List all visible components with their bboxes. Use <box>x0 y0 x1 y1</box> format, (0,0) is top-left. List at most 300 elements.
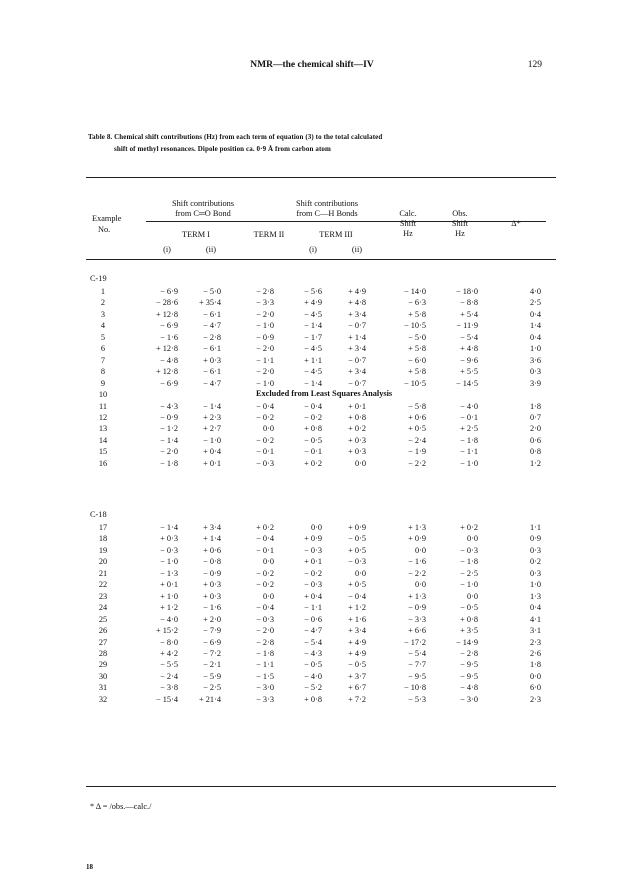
col-delta: Δ* <box>511 219 521 228</box>
table-cell: 4·0 <box>529 287 541 296</box>
table-cell: − 5·3 <box>408 694 426 704</box>
table-cell: 1·4 <box>529 321 541 331</box>
table-cell: − 0·4 <box>348 591 366 601</box>
table-cell: − 6·3 <box>408 298 426 308</box>
table-cell: − 17·2 <box>404 637 426 647</box>
table-cell: 6·0 <box>529 683 541 693</box>
table-cell: + 5·8 <box>408 367 426 377</box>
table-cell: − 0·1 <box>304 447 322 457</box>
table-cell: + 4·9 <box>348 648 366 658</box>
table-cell: + 5·4 <box>460 309 478 319</box>
table-cell: + 0·8 <box>348 412 366 422</box>
table-cell: − 0·5 <box>304 435 322 445</box>
table-cell: − 9·5 <box>460 671 478 681</box>
table-cell: − 1·1 <box>460 447 478 457</box>
table-cell: + 0·4 <box>304 591 322 601</box>
table-cell: − 0·5 <box>348 660 366 670</box>
table-cell: + 12·8 <box>156 367 178 377</box>
table-cell: − 1·0 <box>460 580 478 590</box>
table-cell: − 0·5 <box>348 534 366 544</box>
example-number: 14 <box>98 435 108 445</box>
col-calc-hz: Hz <box>403 229 413 238</box>
header-bottom-rule <box>86 259 556 260</box>
table-cell: + 4·9 <box>348 637 366 647</box>
table-cell: − 4·5 <box>304 367 322 377</box>
table-cell: − 6·9 <box>160 378 178 388</box>
table-cell: − 3·3 <box>256 298 274 308</box>
table-cell: − 2·0 <box>256 367 274 377</box>
table-cell: + 0·5 <box>348 545 366 555</box>
table-cell: + 3·4 <box>348 367 366 377</box>
table-cell: + 4·8 <box>348 298 366 308</box>
table-cell: + 0·9 <box>348 523 366 532</box>
group-label-c19: C-19 <box>90 274 107 283</box>
table-cell: + 0·2 <box>304 458 322 468</box>
table-cell: − 1·0 <box>256 321 274 331</box>
table-cell: − 5·9 <box>203 671 221 681</box>
table-cell: + 0·1 <box>304 557 322 567</box>
table-cell: − 5·4 <box>304 637 322 647</box>
example-number: 6 <box>100 344 106 354</box>
col-obs-shift: Shift <box>451 219 469 228</box>
table-cell: 0·4 <box>529 309 541 319</box>
table-cell: − 1·0 <box>460 458 478 468</box>
table-cell: − 5·4 <box>460 332 478 342</box>
table-cell: + 21·4 <box>199 694 221 704</box>
table-cell: − 0·2 <box>304 412 322 422</box>
example-number: 20 <box>98 557 108 567</box>
table-cell: + 15·2 <box>156 626 178 636</box>
table-top-rule <box>86 177 556 178</box>
table-cell: − 0·5 <box>304 660 322 670</box>
table-cell: + 2·7 <box>203 424 221 434</box>
table-cell: − 10·5 <box>404 378 426 388</box>
table-cell: − 0·9 <box>408 603 426 613</box>
table-cell: − 4·3 <box>160 401 178 411</box>
table-cell: 0·0 <box>466 591 478 601</box>
table-cell: − 1·4 <box>203 401 221 411</box>
table-cell: − 0·2 <box>304 568 322 578</box>
example-number: 27 <box>98 637 108 647</box>
table-cell: − 2·8 <box>460 648 478 658</box>
table-cell: − 0·4 <box>256 603 274 613</box>
table-cell: − 1·6 <box>203 603 221 613</box>
table-cell: − 0·4 <box>256 401 274 411</box>
table-cell: − 1·4 <box>160 523 178 532</box>
table-cell: − 4·0 <box>460 401 478 411</box>
example-number: 13 <box>98 424 108 434</box>
table-cell: + 4·9 <box>348 287 366 296</box>
table-cell: + 5·5 <box>460 367 478 377</box>
table-cell: + 5·8 <box>408 344 426 354</box>
table-cell: + 4·8 <box>460 344 478 354</box>
col-term1-i: (i) <box>163 245 171 254</box>
table-cell: 0·7 <box>529 412 541 422</box>
example-number: 31 <box>98 683 108 693</box>
col-obs: Obs. <box>452 209 468 218</box>
table-cell: + 2·0 <box>203 614 221 624</box>
table-cell: − 1·2 <box>160 424 178 434</box>
table-cell: 2·3 <box>529 637 541 647</box>
table-cell: + 0·6 <box>203 545 221 555</box>
running-title: NMR—the chemical shift—IV <box>250 60 374 70</box>
example-number: 23 <box>98 591 108 601</box>
table-cell: + 0·6 <box>408 412 426 422</box>
table-cell: + 12·8 <box>156 309 178 319</box>
table-cell: 1·0 <box>529 580 541 590</box>
col-shift-co: Shift contributions <box>172 199 234 208</box>
table-cell: + 3·4 <box>348 626 366 636</box>
table-cell: − 1·7 <box>304 332 322 342</box>
example-number: 16 <box>98 458 108 468</box>
table-cell: + 0·5 <box>348 580 366 590</box>
table-cell: − 3·3 <box>256 694 274 704</box>
table-cell: 0·4 <box>529 603 541 613</box>
table-cell: 0·8 <box>529 447 541 457</box>
table-cell: − 7·2 <box>203 648 221 658</box>
caption-line-2: shift of methyl resonances. Dipole position ca. 0·9 Å from carbon atom <box>114 145 331 153</box>
example-number: 26 <box>98 626 108 636</box>
table-cell: − 4·7 <box>203 321 221 331</box>
table-cell: + 6·6 <box>408 626 426 636</box>
example-number: 2 <box>100 298 106 308</box>
table-cell: − 6·9 <box>160 287 178 296</box>
col-obs-hz: Hz <box>455 229 465 238</box>
table-cell: − 3·0 <box>256 683 274 693</box>
table-cell: − 2·1 <box>203 660 221 670</box>
table-cell: + 0·1 <box>348 401 366 411</box>
table-cell: − 6·1 <box>203 344 221 354</box>
table-cell: − 3·8 <box>160 683 178 693</box>
table-cell: − 0·3 <box>304 580 322 590</box>
table-cell: − 1·0 <box>203 435 221 445</box>
table-cell: + 0·5 <box>408 424 426 434</box>
table-cell: − 1·0 <box>160 557 178 567</box>
header-mid-rule <box>146 221 546 222</box>
table-cell: − 4·7 <box>203 378 221 388</box>
table-cell: − 4·0 <box>304 671 322 681</box>
table-cell: − 1·8 <box>460 557 478 567</box>
table-cell: 3·9 <box>529 378 541 388</box>
table-cell: 0·2 <box>529 557 541 567</box>
col-no: No. <box>98 225 111 234</box>
example-number: 24 <box>98 603 108 613</box>
example-number: 25 <box>98 614 108 624</box>
table-cell: + 0·3 <box>203 580 221 590</box>
table-cell: 1·8 <box>529 660 541 670</box>
table-cell: 0·0 <box>354 458 366 468</box>
table-cell: − 0·3 <box>304 545 322 555</box>
table-cell: − 0·7 <box>348 355 366 365</box>
example-number: 9 <box>100 378 106 388</box>
table-cell: − 0·9 <box>203 568 221 578</box>
example-number: 32 <box>98 694 108 704</box>
table-cell: − 0·1 <box>256 545 274 555</box>
table-cell: − 1·1 <box>256 355 274 365</box>
table-cell: − 0·6 <box>304 614 322 624</box>
table-cell: + 1·2 <box>348 603 366 613</box>
col-example: Example <box>92 214 122 223</box>
col-term1: TERM I <box>182 230 210 239</box>
table-cell: − 15·4 <box>156 694 178 704</box>
group-label-c18: C-18 <box>90 510 107 519</box>
example-number: 8 <box>100 367 106 377</box>
table-cell: − 4·7 <box>304 626 322 636</box>
table-cell: 1·2 <box>529 458 541 468</box>
table-cell: 0·0 <box>529 671 541 681</box>
table-cell: − 1·1 <box>304 603 322 613</box>
table-cell: − 0·5 <box>460 603 478 613</box>
table-cell: + 3·4 <box>203 523 221 532</box>
table-cell: + 3·7 <box>348 671 366 681</box>
example-number: 10 <box>98 390 108 400</box>
col-term3: TERM III <box>319 230 353 239</box>
example-number: 17 <box>98 523 108 532</box>
col-term3-i: (i) <box>309 245 317 254</box>
table-cell: − 3·0 <box>460 694 478 704</box>
table-cell: − 8·8 <box>460 298 478 308</box>
table-cell: + 2·3 <box>203 412 221 422</box>
table-cell: − 2·0 <box>160 447 178 457</box>
table-cell: − 0·3 <box>160 545 178 555</box>
col-calc-shift: Shift <box>399 219 417 228</box>
table-cell: − 4·8 <box>160 355 178 365</box>
example-number: 1 <box>100 287 106 296</box>
example-number: 3 <box>100 309 106 319</box>
table-cell: 3·1 <box>529 626 541 636</box>
table-cell: − 2·5 <box>203 683 221 693</box>
table-cell: 0·0 <box>262 591 274 601</box>
table-cell: + 7·2 <box>348 694 366 704</box>
table-cell: 1·1 <box>529 523 541 532</box>
table-cell: − 2·4 <box>408 435 426 445</box>
caption-line-1: Table 8. Chemical shift contributions (Hz) from each term of equation (3) to the total calculated <box>88 133 383 141</box>
col-shift-ch-from: from C—H Bonds <box>296 209 358 218</box>
table-cell: − 0·2 <box>256 568 274 578</box>
col-shift-ch: Shift contributions <box>296 199 358 208</box>
table-cell: − 5·4 <box>408 648 426 658</box>
table-cell: − 1·9 <box>408 447 426 457</box>
table-cell: + 1·4 <box>348 332 366 342</box>
table-cell: + 1·4 <box>203 534 221 544</box>
table-cell: − 6·0 <box>408 355 426 365</box>
excluded-note: Excluded from Least Squares Analysis <box>256 389 393 399</box>
table-cell: − 6·1 <box>203 367 221 377</box>
table-cell: − 1·6 <box>408 557 426 567</box>
table-cell: − 1·4 <box>160 435 178 445</box>
table-cell: + 12·8 <box>156 344 178 354</box>
table-cell: + 4·2 <box>160 648 178 658</box>
table-cell: + 0·4 <box>203 447 221 457</box>
table-cell: − 4·8 <box>460 683 478 693</box>
table-cell: 2·3 <box>529 694 541 704</box>
table-cell: + 3·4 <box>348 344 366 354</box>
table-cell: 0·3 <box>529 545 541 555</box>
table-cell: − 18·0 <box>456 287 478 296</box>
table-cell: − 1·8 <box>460 435 478 445</box>
example-number: 18 <box>98 534 108 544</box>
table-cell: − 0·1 <box>256 447 274 457</box>
footer-mark: 18 <box>86 863 93 871</box>
table-cell: − 7·9 <box>203 626 221 636</box>
table-cell: 2·5 <box>529 298 541 308</box>
table-cell: + 1·3 <box>408 523 426 532</box>
table-cell: 0·0 <box>466 534 478 544</box>
table-cell: + 0·3 <box>160 534 178 544</box>
table-cell: − 10·5 <box>404 321 426 331</box>
table-cell: − 2·4 <box>160 671 178 681</box>
table-cell: + 0·2 <box>256 523 274 532</box>
table-cell: 0·0 <box>414 580 426 590</box>
table-cell: − 4·3 <box>304 648 322 658</box>
table-cell: 0·3 <box>529 568 541 578</box>
table-cell: + 0·9 <box>408 534 426 544</box>
table-cell: + 4·9 <box>304 298 322 308</box>
col-term1-ii: (ii) <box>205 245 217 254</box>
table-cell: + 35·4 <box>199 298 221 308</box>
example-number: 7 <box>100 355 106 365</box>
table-cell: − 5·0 <box>203 287 221 296</box>
table-cell: − 5·5 <box>160 660 178 670</box>
example-number: 29 <box>98 660 108 670</box>
table-cell: − 0·3 <box>460 545 478 555</box>
table-cell: + 1·2 <box>160 603 178 613</box>
table-cell: 0·6 <box>529 435 541 445</box>
table-cell: 2·6 <box>529 648 541 658</box>
example-number: 11 <box>99 401 107 411</box>
table-cell: + 3·5 <box>460 626 478 636</box>
shift-table <box>86 0 556 892</box>
table-cell: − 2·0 <box>256 344 274 354</box>
col-term2: TERM II <box>253 230 285 239</box>
table-cell: − 5·0 <box>408 332 426 342</box>
table-cell: + 0·3 <box>348 447 366 457</box>
table-cell: − 2·2 <box>408 458 426 468</box>
table-cell: − 2·2 <box>408 568 426 578</box>
table-cell: − 5·8 <box>408 401 426 411</box>
table-cell: − 1·4 <box>304 321 322 331</box>
table-cell: − 0·9 <box>256 332 274 342</box>
table-cell: − 0·4 <box>256 534 274 544</box>
table-cell: 0·3 <box>529 367 541 377</box>
table-cell: + 0·8 <box>460 614 478 624</box>
table-cell: 2·0 <box>529 424 541 434</box>
table-cell: + 0·1 <box>160 580 178 590</box>
table-cell: − 9·5 <box>408 671 426 681</box>
example-number: 19 <box>98 545 108 555</box>
table-cell: + 0·8 <box>304 694 322 704</box>
table-cell: − 0·1 <box>460 412 478 422</box>
table-cell: 1·0 <box>529 344 541 354</box>
table-cell: + 6·7 <box>348 683 366 693</box>
table-cell: − 14·0 <box>404 287 426 296</box>
page-number: 129 <box>527 60 542 70</box>
table-cell: 1·8 <box>529 401 541 411</box>
table-cell: 0·0 <box>310 523 322 532</box>
table-cell: − 2·0 <box>256 309 274 319</box>
table-cell: − 9·6 <box>460 355 478 365</box>
table-cell: − 14·9 <box>456 637 478 647</box>
table-cell: + 3·4 <box>348 309 366 319</box>
table-cell: − 5·6 <box>304 287 322 296</box>
table-cell: − 0·3 <box>348 557 366 567</box>
example-number: 30 <box>98 671 108 681</box>
table-cell: + 1·6 <box>348 614 366 624</box>
table-cell: 0·0 <box>354 568 366 578</box>
footnote: * Δ = /obs.—calc./ <box>90 802 152 811</box>
table-cell: − 0·3 <box>256 458 274 468</box>
table-cell: 1·3 <box>529 591 541 601</box>
table-cell: − 28·6 <box>156 298 178 308</box>
example-number: 28 <box>98 648 108 658</box>
table-cell: − 4·5 <box>304 344 322 354</box>
table-cell: − 0·4 <box>304 401 322 411</box>
table-cell: − 9·5 <box>460 660 478 670</box>
table-cell: − 0·8 <box>203 557 221 567</box>
table-cell: − 1·8 <box>160 458 178 468</box>
table-cell: − 10·8 <box>404 683 426 693</box>
table-cell: 3·6 <box>529 355 541 365</box>
table-cell: − 0·2 <box>256 435 274 445</box>
table-cell: − 1·1 <box>256 660 274 670</box>
table-cell: + 0·3 <box>203 591 221 601</box>
table-cell: − 1·6 <box>160 332 178 342</box>
table-cell: − 6·9 <box>203 637 221 647</box>
table-cell: − 2·8 <box>203 332 221 342</box>
table-cell: − 6·9 <box>160 321 178 331</box>
table-cell: − 0·7 <box>348 321 366 331</box>
table-cell: 0·0 <box>414 545 426 555</box>
example-number: 15 <box>98 447 108 457</box>
table-cell: − 3·3 <box>408 614 426 624</box>
table-cell: 0·4 <box>529 332 541 342</box>
table-cell: + 0·8 <box>304 424 322 434</box>
example-number: 5 <box>100 332 106 342</box>
example-number: 4 <box>100 321 106 331</box>
table-cell: − 0·2 <box>256 412 274 422</box>
table-cell: + 0·9 <box>304 534 322 544</box>
table-cell: − 5·2 <box>304 683 322 693</box>
table-cell: 0·0 <box>262 424 274 434</box>
table-cell: − 1·3 <box>160 568 178 578</box>
table-cell: − 11·9 <box>456 321 478 331</box>
table-cell: + 2·5 <box>460 424 478 434</box>
table-cell: + 0·3 <box>348 435 366 445</box>
table-cell: − 1·0 <box>256 378 274 388</box>
table-cell: + 1·1 <box>304 355 322 365</box>
table-cell: − 7·7 <box>408 660 426 670</box>
table-cell: − 0·3 <box>256 614 274 624</box>
table-cell: − 8·0 <box>160 637 178 647</box>
col-shift-co-from: from C═O Bond <box>175 209 231 218</box>
table-cell: − 2·5 <box>460 568 478 578</box>
table-cell: − 6·1 <box>203 309 221 319</box>
table-cell: − 0·9 <box>160 412 178 422</box>
table-cell: − 14·5 <box>456 378 478 388</box>
table-cell: − 0·2 <box>256 580 274 590</box>
table-cell: − 0·7 <box>348 378 366 388</box>
table-cell: + 1·3 <box>408 591 426 601</box>
table-cell: − 4·5 <box>304 309 322 319</box>
table-cell: + 0·2 <box>460 523 478 532</box>
table-cell: − 2·0 <box>256 626 274 636</box>
col-term3-ii: (ii) <box>351 245 363 254</box>
table-cell: + 5·8 <box>408 309 426 319</box>
table-cell: + 0·3 <box>203 355 221 365</box>
table-bottom-rule <box>86 786 556 787</box>
table-cell: + 1·0 <box>160 591 178 601</box>
table-cell: 0·0 <box>262 557 274 567</box>
